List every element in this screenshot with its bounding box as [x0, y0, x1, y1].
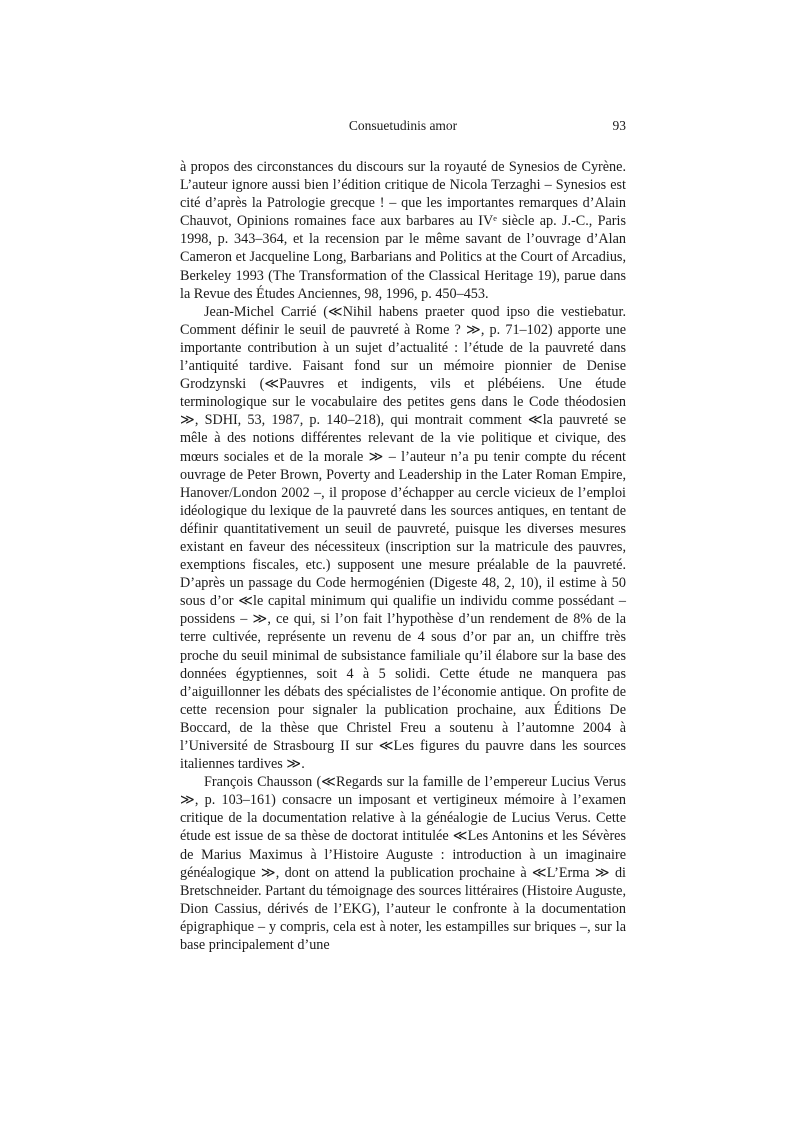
paragraph-carrie: Jean-Michel Carrié (≪Nihil habens praeter quod ipso die vestiebatur. Comment définir le seuil de pauvreté à Rome ? ≫, p. 71–102) apporte une importante contribution à un sujet d’actualité : l’étude de la pauvreté dans l’antiquité tardive. Faisant fond sur un mémoire pionnier de Denise Grodzynski (≪Pauvres et indigents, vils et plébéiens. Une étude terminologique sur le vocabulaire des petites gens dans le Code théodosien ≫, SDHI, 53, 1987, p. 140–218), qui montrait comment ≪la pauvreté se mêle à des notions différentes relevant de la vie politique et civique, des mœurs sociales et de la morale ≫ – l’auteur n’a pu tenir compte du récent ouvrage de Peter Brown, Poverty and Leadership in the Later Roman Empire, Hanover/London 2002 –, il propose d’échapper au cercle vicieux de l’emploi idéologique du lexique de la pauvreté dans les sources antiques, en tentant de définir quantitativement un seuil de pauvreté, puisque les diverses mesures existant en faveur des nécessiteux (inscription sur la matricule des pauvres, exemptions fiscales, etc.) supposent une mesure préalable de la pauvreté. D’après un passage du Code hermogénien (Digeste 48, 2, 10), il estime à 50 sous d’or ≪le capital minimum qui qualifie un individu comme possédant – possidens – ≫, ce qui, si l’on fait l’hypothèse d’un rendement de 8% de la terre cultivée, représente un revenu de 4 sous d’or par an, un chiffre très proche du seuil minimal de subsistance familiale qu’il élabore sur la base des données égyptiennes, soit 4 à 5 solidi. Cette étude ne manquera pas d’aiguillonner les débats des spécialistes de l’économie antique. On profite de cette recension pour signaler la publication prochaine, aux Éditions De Boccard, de la thèse que Christel Freu a soutenu à l’automne 2004 à l’Université de Strasbourg II sur ≪Les figures du pauvre dans les sources italiennes tardives ≫. [180, 303, 626, 773]
paragraph-continued: à propos des circonstances du discours sur la royauté de Synesios de Cyrène. L’auteur ignore aussi bien l’édition critique de Nicola Terzaghi – Synesios est cité d’après la Patrologie grecque ! – que les importantes remarques d’Alain Chauvot, Opinions romaines face aux barbares au IVᵉ siècle ap. J.-C., Paris 1998, p. 343–364, et la recension par le même savant de l’ouvrage d’Alan Cameron et Jacqueline Long, Barbarians and Politics at the Court of Arcadius, Berkeley 1993 (The Transformation of the Classical Heritage 19), parue dans la Revue des Études Anciennes, 98, 1996, p. 450–453. [180, 159, 626, 302]
body-text [180, 158, 626, 954]
page-number: 93 [612, 118, 626, 133]
running-head [180, 118, 626, 138]
paragraph-chausson: François Chausson (≪Regards sur la famille de l’empereur Lucius Verus ≫, p. 103–161) consacre un imposant et vertigineux mémoire à l’examen critique de la documentation relative à la généalogie de Lucius Verus. Cette étude est issue de sa thèse de doctorat intitulée ≪Les Antonins et les Sévères de Marius Maximus à l’Histoire Auguste : introduction à un imaginaire généalogique ≫, dont on attend la publication prochaine à ≪L’Erma ≫ di Bretschneider. Partant du témoignage des sources littéraires (Histoire Auguste, Dion Cassius, dérivés de l’EKG), l’auteur le confronte à la documentation épigraphique – y compris, cela est à noter, les estampilles sur briques –, sur la base principalement d’une [180, 774, 626, 954]
running-title: Consuetudinis amor [348, 118, 458, 133]
